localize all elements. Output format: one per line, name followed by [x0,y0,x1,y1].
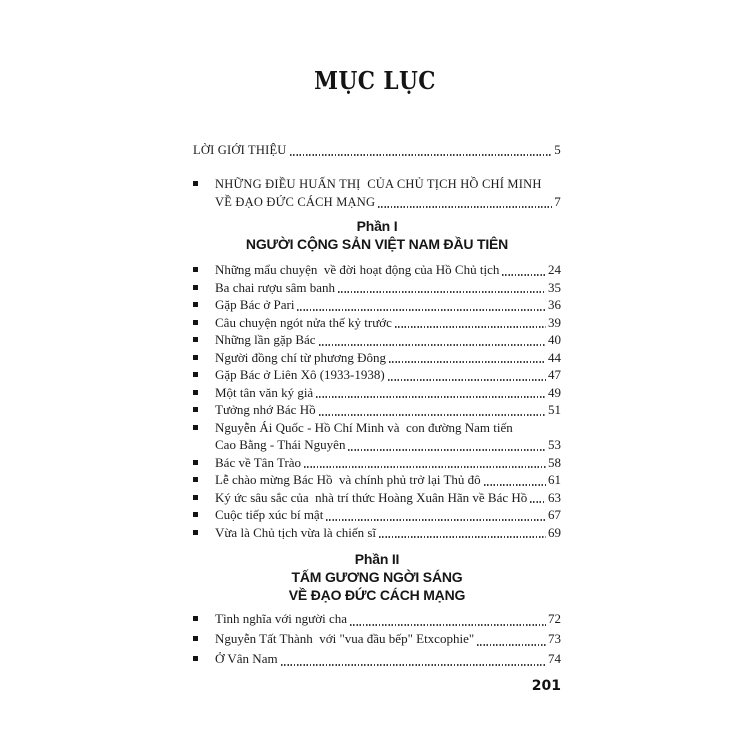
folio-page-number: 201 [531,678,561,694]
entry-page-number: 72 [548,611,561,626]
bullet-column [193,471,215,489]
entry-body [215,649,561,669]
section-heading-line: NGƯỜI CỘNG SẢN VIỆT NAM ĐẦU TIÊN [245,236,509,252]
toc-section [193,550,561,669]
entry-page-number: 61 [548,472,561,487]
dot-leader [326,519,546,521]
bullet-column [193,609,215,629]
bullet-icon [193,512,198,517]
entry-body [215,609,561,629]
dot-leader [319,414,546,416]
entry-title: Gặp Bác ở Liên Xô (1933-1938) [215,367,385,382]
toc-entry [193,419,561,454]
bullet-icon [193,477,198,482]
bullet-icon [193,460,198,465]
dot-leader [530,501,546,503]
entry-page-number: 63 [548,489,561,505]
entry-body [215,419,561,454]
entry-line [215,401,561,419]
bullet-column [193,366,215,384]
toc-entry [193,366,561,384]
entry-title: Cuộc tiếp xúc bí mật [215,507,324,522]
entry-page-number: 35 [548,279,561,295]
bullet-column [193,175,215,211]
toc-entry [193,609,561,629]
entry-line [215,331,561,349]
dot-leader [379,536,546,538]
dot-leader [388,379,546,381]
entry-title: Cao Bằng - Thái Nguyên [215,437,346,452]
section-heading-line: VỀ ĐẠO ĐỨC CÁCH MẠNG [288,587,466,603]
entry-title: Tưởng nhớ Bác Hồ [215,402,316,417]
dot-leader [389,361,546,363]
bullet-icon [193,355,198,360]
dot-leader [316,396,546,398]
entry-title: Nguyễn Tất Thành với "vua đầu bếp" Etxcophie" [215,631,475,646]
bullet-column [193,349,215,367]
entry-page-number: 67 [548,507,561,522]
entry-title: Ở Vân Nam [215,651,278,666]
toc-entry [193,489,561,507]
dot-leader [297,309,546,311]
entry-line [215,366,561,384]
entry-title: Một tân văn ký giả [215,384,314,400]
bullet-column [193,629,215,649]
entry-page-number: 5 [554,142,561,157]
bullet-icon [193,616,198,621]
entry-line [215,296,561,314]
bullet-icon [193,390,198,395]
entry-body [215,454,561,472]
entry-title: LỜI GIỚI THIỆU [193,143,287,157]
dot-leader [348,449,546,451]
section-heading-line: TẤM GƯƠNG NGỜI SÁNG [291,569,463,585]
entry-title: Bác về Tân Trào [215,454,302,470]
entry-body [215,384,561,402]
entry-line [215,471,561,489]
entry-body [215,349,561,367]
entry-body [215,296,561,314]
dot-leader [484,484,546,486]
toc-entry [193,401,561,419]
bullet-icon [193,530,198,535]
entry-line [215,489,561,507]
bullet-column [193,489,215,507]
entry-body [215,471,561,489]
toc-entry [193,279,561,297]
bullet-icon [193,372,198,377]
entry-body [215,261,561,279]
bullet-column [193,296,215,314]
entry-title: Câu chuyện ngót nửa thế kỷ trước [215,314,392,330]
entry-page-number: 69 [548,524,561,540]
bullet-icon [193,656,198,661]
entry-body [215,175,561,211]
dot-leader [502,274,546,276]
entry-body [215,524,561,542]
bullet-icon [193,302,198,307]
entry-title: Lễ chào mừng Bác Hồ và chính phủ trở lại Thủ đô [215,472,481,487]
bullet-column [193,384,215,402]
bullet-icon [193,320,198,325]
entry-body [215,331,561,349]
entry-line [215,384,561,402]
entry-line [215,649,561,669]
bullet-column [193,454,215,472]
bullet-icon [193,285,198,290]
entry-line [215,279,561,297]
entry-page-number: 73 [548,631,561,646]
bullet-column [193,419,215,454]
toc-entry [193,141,561,159]
dot-leader [395,326,546,328]
entry-page-number: 47 [548,367,561,382]
entry-line [215,609,561,629]
dot-leader [319,344,546,346]
dot-leader [350,624,546,626]
toc-entry [193,384,561,402]
entry-page-number: 74 [548,651,561,666]
entry-title: Gặp Bác ở Pari [215,297,295,312]
entry-line [215,506,561,524]
entry-title: Người đồng chí từ phương Đông [215,349,387,365]
bullet-column [193,401,215,419]
entry-body [193,141,561,159]
section-heading-line: Phần I [356,218,398,234]
entry-body [215,401,561,419]
entry-title: Những lần gặp Bác [215,332,316,347]
entry-title: Ba chai rượu sâm banh [215,279,336,295]
entry-page-number: 40 [548,332,561,347]
bullet-icon [193,636,198,641]
entry-body [215,506,561,524]
toc-entry [193,296,561,314]
toc-entry [193,629,561,649]
toc-entry [193,349,561,367]
dot-leader [290,154,553,156]
entry-line [193,141,561,159]
dot-leader [378,206,552,208]
bullet-column [193,524,215,542]
bullet-column [193,314,215,332]
section-heading [193,550,561,604]
entry-line: NHỮNG ĐIỀU HUẤN THỊ CỦA CHỦ TỊCH HỒ CHÍ MINH [215,177,542,191]
toc-entry [193,261,561,279]
bullet-icon [193,337,198,342]
entry-body [215,279,561,297]
toc-entry [193,471,561,489]
entry-title: VỀ ĐẠO ĐỨC CÁCH MẠNG [215,195,376,209]
toc-entry [193,649,561,669]
entry-title: Những mẩu chuyện về đời hoạt động của Hồ Chủ tịch [215,262,500,277]
toc-entry [193,506,561,524]
entry-body [215,366,561,384]
toc-entry [193,175,561,211]
entry-page-number: 51 [548,402,561,417]
entry-page-number: 7 [554,194,561,209]
bullet-icon [193,425,198,430]
entry-line [215,314,561,332]
bullet-icon [193,181,198,186]
toc-section [193,217,561,541]
entry-line [215,436,561,454]
entry-line [215,629,561,649]
section-heading-line: Phần II [354,551,400,567]
entry-line [215,454,561,472]
bullet-column [193,331,215,349]
entry-page-number: 58 [548,454,561,470]
toc-section [193,141,561,211]
entry-page-number: 53 [548,437,561,452]
dot-leader [281,664,546,666]
dot-leader [304,466,546,468]
entry-title: Ký ức sâu sắc của nhà trí thức Hoàng Xuân Hãn về Bác Hồ [215,489,528,505]
entry-line [215,193,561,211]
entry-line [215,349,561,367]
bullet-icon [193,407,198,412]
entry-title: Tình nghĩa với người cha [215,611,347,626]
bullet-icon [193,495,198,500]
entry-body [215,314,561,332]
toc-entry [193,454,561,472]
toc-entry [193,314,561,332]
bullet-column [193,506,215,524]
bullet-column [193,261,215,279]
entry-page-number: 44 [548,349,561,365]
entry-page-number: 24 [548,262,561,277]
entry-line: Nguyễn Ái Quốc - Hồ Chí Minh và con đường Nam tiến [215,419,513,435]
bullet-icon [193,267,198,272]
toc-entry [193,331,561,349]
entry-line [215,524,561,542]
entry-body [215,629,561,649]
entry-page-number: 39 [548,314,561,330]
table-of-contents [193,141,561,669]
page-title: MỤC LỤC [314,66,436,96]
dot-leader [477,644,546,646]
bullet-column [193,649,215,669]
bullet-column [193,279,215,297]
entry-line [215,261,561,279]
section-heading [193,217,561,253]
entry-page-number: 49 [548,384,561,400]
entry-body [215,489,561,507]
dot-leader [338,291,546,293]
toc-entry [193,524,561,542]
entry-title: Vừa là Chủ tịch vừa là chiến sĩ [215,524,377,540]
entry-page-number: 36 [548,297,561,312]
